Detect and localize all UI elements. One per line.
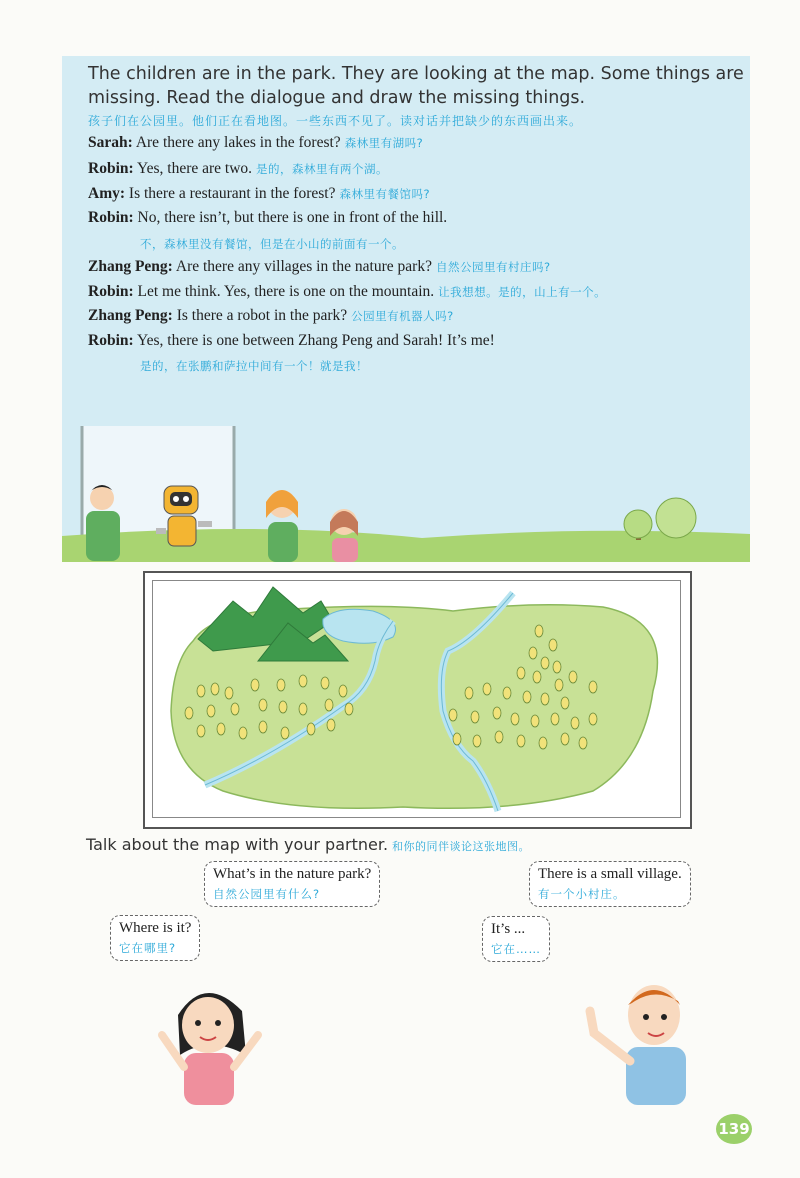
speech-bubble-question-2: Where is it? 它在哪里? [110,915,200,961]
dialogue-line-6: Robin: Let me think. Yes, there is one on the mountain. 让我想想。是的，山上有一个。 [88,283,607,300]
instruction-text: The children are in the park. They are looking at the map. Some things are missing. Read the dialogue and draw the missing things. [88,64,744,108]
map-inner-border [152,580,681,818]
dialogue-line-2: Robin: Yes, there are two. 是的，森林里有两个湖。 [88,160,389,177]
dialogue-panel [62,56,750,562]
talk-instruction: Talk about the map with your partner. 和你的同伴谈论这张地图。 [86,835,531,854]
boy-figure [570,975,710,1105]
nature-park-map [143,571,692,829]
dialogue-line-7: Zhang Peng: Is there a robot in the park? 公园里有机器人吗? [88,307,454,324]
dialogue-line-1: Sarah: Are there any lakes in the forest? 森林里有湖吗? [88,134,424,151]
page-number: 139 [716,1114,752,1144]
speech-bubble-question-1: What’s in the nature park? 自然公园里有什么? [204,861,380,907]
girl-sarah-figure [266,490,298,562]
dialogue-line-4-cn: 不，森林里没有餐馆，但是在小山的前面有一个。 [140,237,404,251]
park-scene-illustration [62,426,750,562]
instruction-text-cn: 孩子们在公园里。他们正在看地图。一些东西不见了。读对话并把缺少的东西画出来。 [88,114,583,128]
dialogue-line-3: Amy: Is there a restaurant in the forest? 森林里有餐馆吗? [88,185,431,202]
dialogue-line-4: Robin: No, there isn’t, but there is one in front of the hill. [88,209,448,226]
dialogue-line-5: Zhang Peng: Are there any villages in the nature park? 自然公园里有村庄吗? [88,258,551,275]
dialogue-line-8-cn: 是的，在张鹏和萨拉中间有一个！就是我！ [140,359,368,373]
speech-bubble-answer-1: There is a small village. 有一个小村庄。 [529,861,691,907]
speech-bubble-answer-2: It’s ... 它在…… [482,916,550,962]
map-drawing [153,581,680,817]
dialogue-line-8: Robin: Yes, there is one between Zhang Peng and Sarah! It’s me! [88,332,495,349]
girl-figure [150,975,280,1105]
